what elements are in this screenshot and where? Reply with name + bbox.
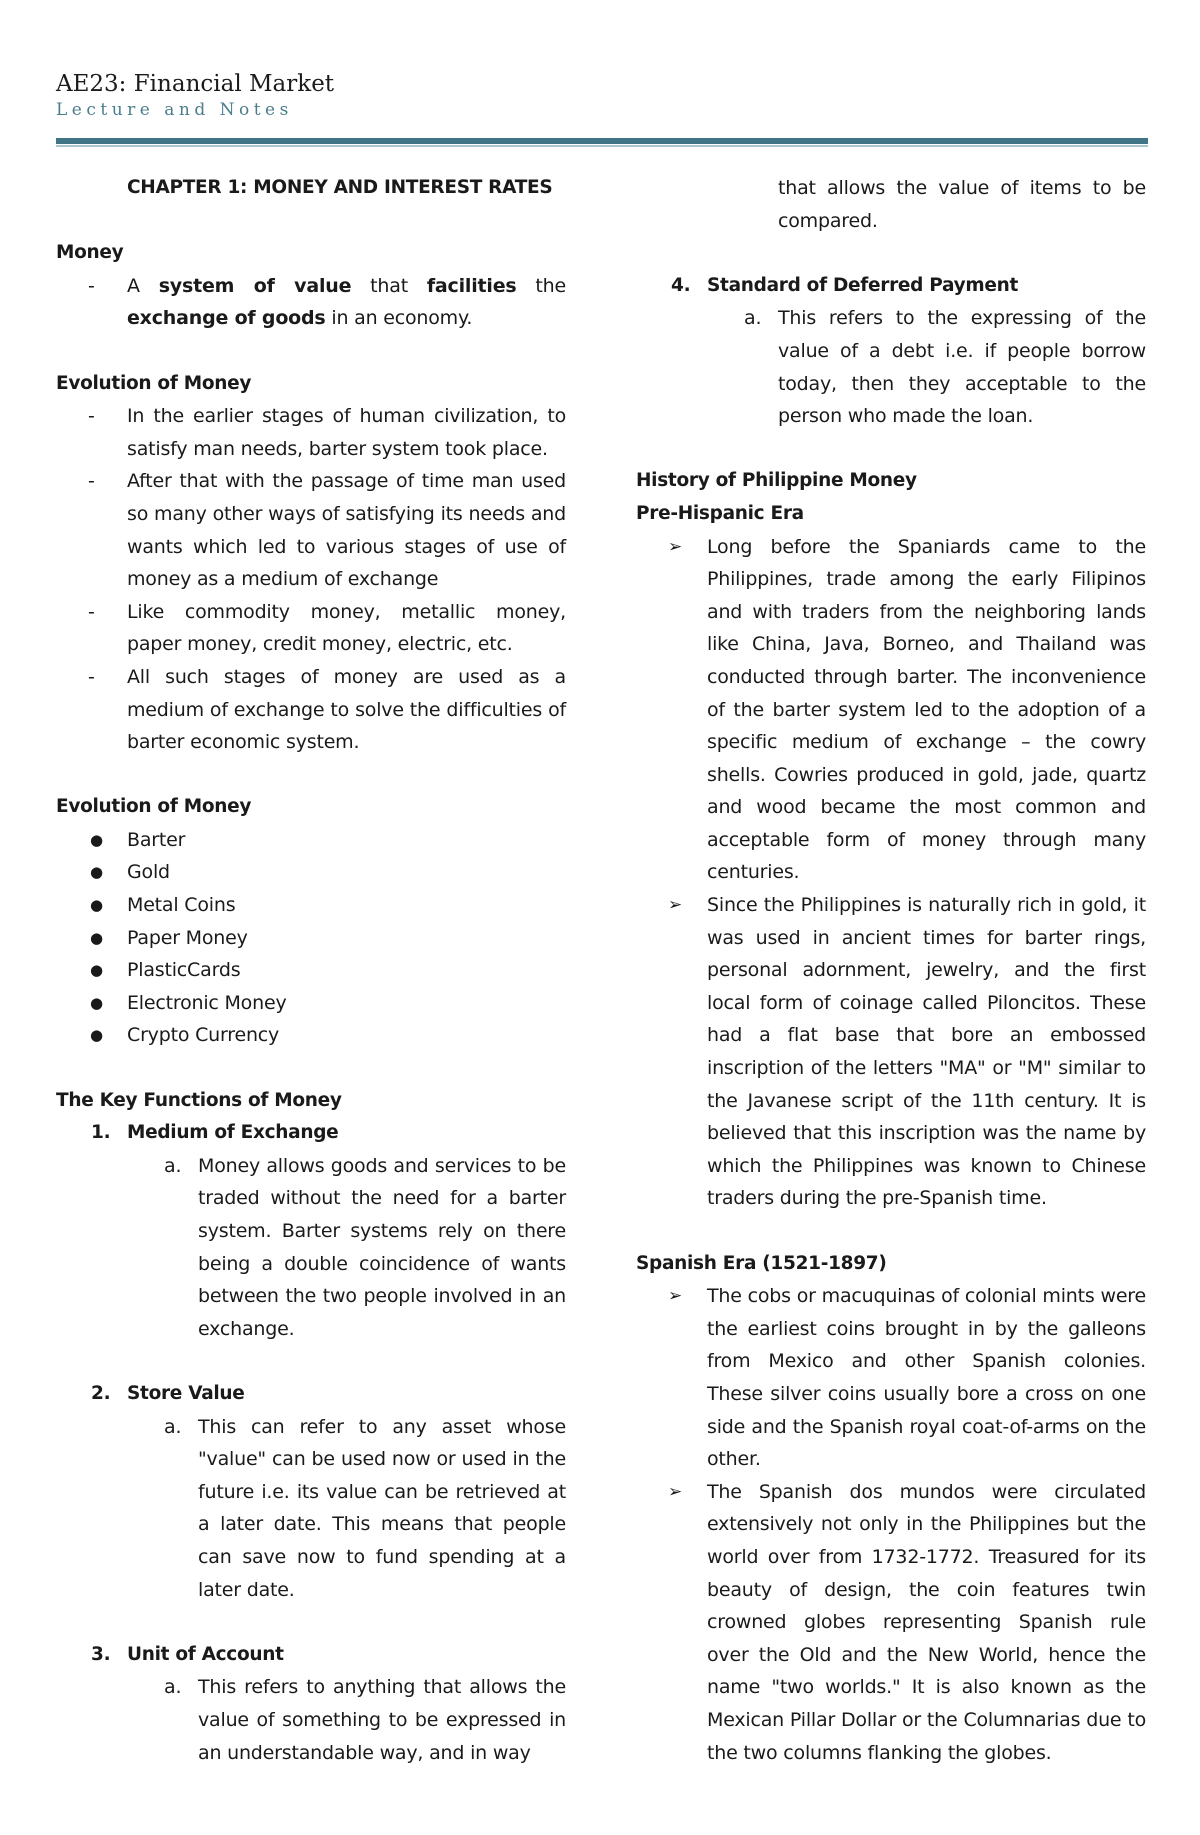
list-item: - In the earlier stages of human civilization, to satisfy man needs, barter system took place. [88, 405, 566, 460]
bullet-icon: ● [90, 896, 103, 915]
arrow-bullet-icon: ➢ [668, 536, 683, 557]
list-item: ● Paper Money [56, 922, 566, 955]
function-text-store: a. This can refer to any asset whose "value" can be used now or used in the future i.e. its value can be retrieved at a later date. This means that people can save now to fund spending at a later date. [164, 1415, 566, 1601]
chapter-title: CHAPTER 1: MONEY AND INTEREST RATES [127, 177, 553, 198]
term-exchange-of-goods: exchange of goods [127, 307, 326, 330]
header-divider [56, 138, 1148, 144]
arrow-bullet-icon: ➢ [668, 895, 683, 916]
bullet-icon: ● [90, 928, 103, 947]
list-item: ● Gold [56, 856, 566, 889]
right-column [636, 172, 1146, 1769]
arrow-bullet-icon: ➢ [668, 1481, 683, 1502]
list-item: ➢ The cobs or macuquinas of colonial mints were the earliest coins brought in by the galleons from Mexico and other Spanish colonies. These silver coins usually bore a cross on one side and the Spanish royal coat-of-arms on the other. [636, 1280, 1146, 1476]
subheading-spanish-era: Spanish Era (1521-1897) [636, 1252, 887, 1274]
function-text-medium: a. Money allows goods and services to be traded without the need for a barter system. Barter systems rely on there being a double coincidence of wants between the two people involved in an exchange. [164, 1154, 566, 1340]
function-text-unit: a. This refers to anything that allows the value of something to be expressed in an understandable way, and in way [164, 1676, 566, 1764]
list-item: ● Electronic Money [56, 987, 566, 1020]
bullet-icon: ● [90, 1026, 103, 1045]
list-item: ● PlasticCards [56, 954, 566, 987]
bullet-icon: ● [90, 830, 103, 849]
function-text-unit-continued: that allows the value of items to be compared. [778, 177, 1146, 232]
section-heading-evolution: Evolution of Money [56, 372, 252, 394]
document-title: AE23: Financial Market [56, 71, 335, 97]
list-item: - After that with the passage of time man used so many other ways of satisfying its needs and wants which led to various stages of use of money as a medium of exchange [88, 470, 566, 591]
dash-marker: - [88, 274, 95, 297]
list-item: ● Barter [56, 824, 566, 857]
arrow-bullet-icon: ➢ [668, 1286, 683, 1307]
list-item: - Like commodity money, metallic money, paper money, credit money, electric, etc. [88, 600, 566, 656]
header-divider-accent [56, 145, 1148, 147]
subheading-pre-hispanic: Pre-Hispanic Era [636, 502, 804, 524]
section-heading-functions: The Key Functions of Money [56, 1089, 342, 1111]
document-subtitle: Lecture and Notes [56, 100, 293, 120]
list-item: ➢ The Spanish dos mundos were circulated extensively not only in the Philippines but the world over from 1732-1772. Treasured for its beauty of design, the coin features twin crowned globes representing Spanish rule over the Old and the New World, hence the name "two worlds." It is also known as the Mexican Pillar Dollar or the Columnarias due to the two columns flanking the globes. [636, 1476, 1146, 1769]
list-item: ● Crypto Currency [56, 1019, 566, 1052]
money-definition: - A system of value that facilities the exchange of goods in an economy. [56, 270, 566, 335]
function-title-deferred: 4. Standard of Deferred Payment [671, 274, 1019, 296]
bullet-icon: ● [90, 993, 103, 1012]
list-item: ● Metal Coins [56, 889, 566, 922]
function-text-deferred: a. This refers to the expressing of the value of a debt i.e. if people borrow today, then they acceptable to the person who made the loan. [744, 307, 1146, 428]
term-facilities: facilities [426, 274, 517, 297]
section-heading-history: History of Philippine Money [636, 470, 917, 492]
section-heading-evolution-stages: Evolution of Money [56, 796, 252, 818]
function-title-unit: 3. Unit of Account [91, 1643, 284, 1665]
left-column [56, 172, 566, 1769]
section-heading-money: Money [56, 242, 124, 264]
page-header [56, 70, 334, 120]
bullet-icon: ● [90, 863, 103, 882]
list-item: - All such stages of money are used as a medium of exchange to solve the difficulties of barter economic system. [88, 665, 566, 754]
bullet-icon: ● [90, 961, 103, 980]
function-title-medium: 1. Medium of Exchange [91, 1122, 339, 1144]
list-item: ➢ Long before the Spaniards came to the Philippines, trade among the early Filipinos and with traders from the neighboring lands like China, Java, Borneo, and Thailand was conducted through barter. The inconvenience of the barter system led to the adoption of a specific medium of exchange – the cowry shells. Cowries produced in gold, jade, quartz and wood became the most common and acceptable form of money through many centuries. [636, 531, 1146, 890]
term-system-of-value: system of value [158, 274, 352, 297]
list-item: ➢ Since the Philippines is naturally rich in gold, it was used in ancient times for barter rings, personal adornment, jewelry, and the first local form of coinage called Piloncitos. These had a flat base that bore an embossed inscription of the letters "MA" or "M" similar to the Javanese script of the 11th century. It is believed that this inscription was the name by which the Philippines was known to Chinese traders during the pre-Spanish time. [636, 889, 1146, 1215]
function-title-store: 2. Store Value [91, 1382, 245, 1404]
